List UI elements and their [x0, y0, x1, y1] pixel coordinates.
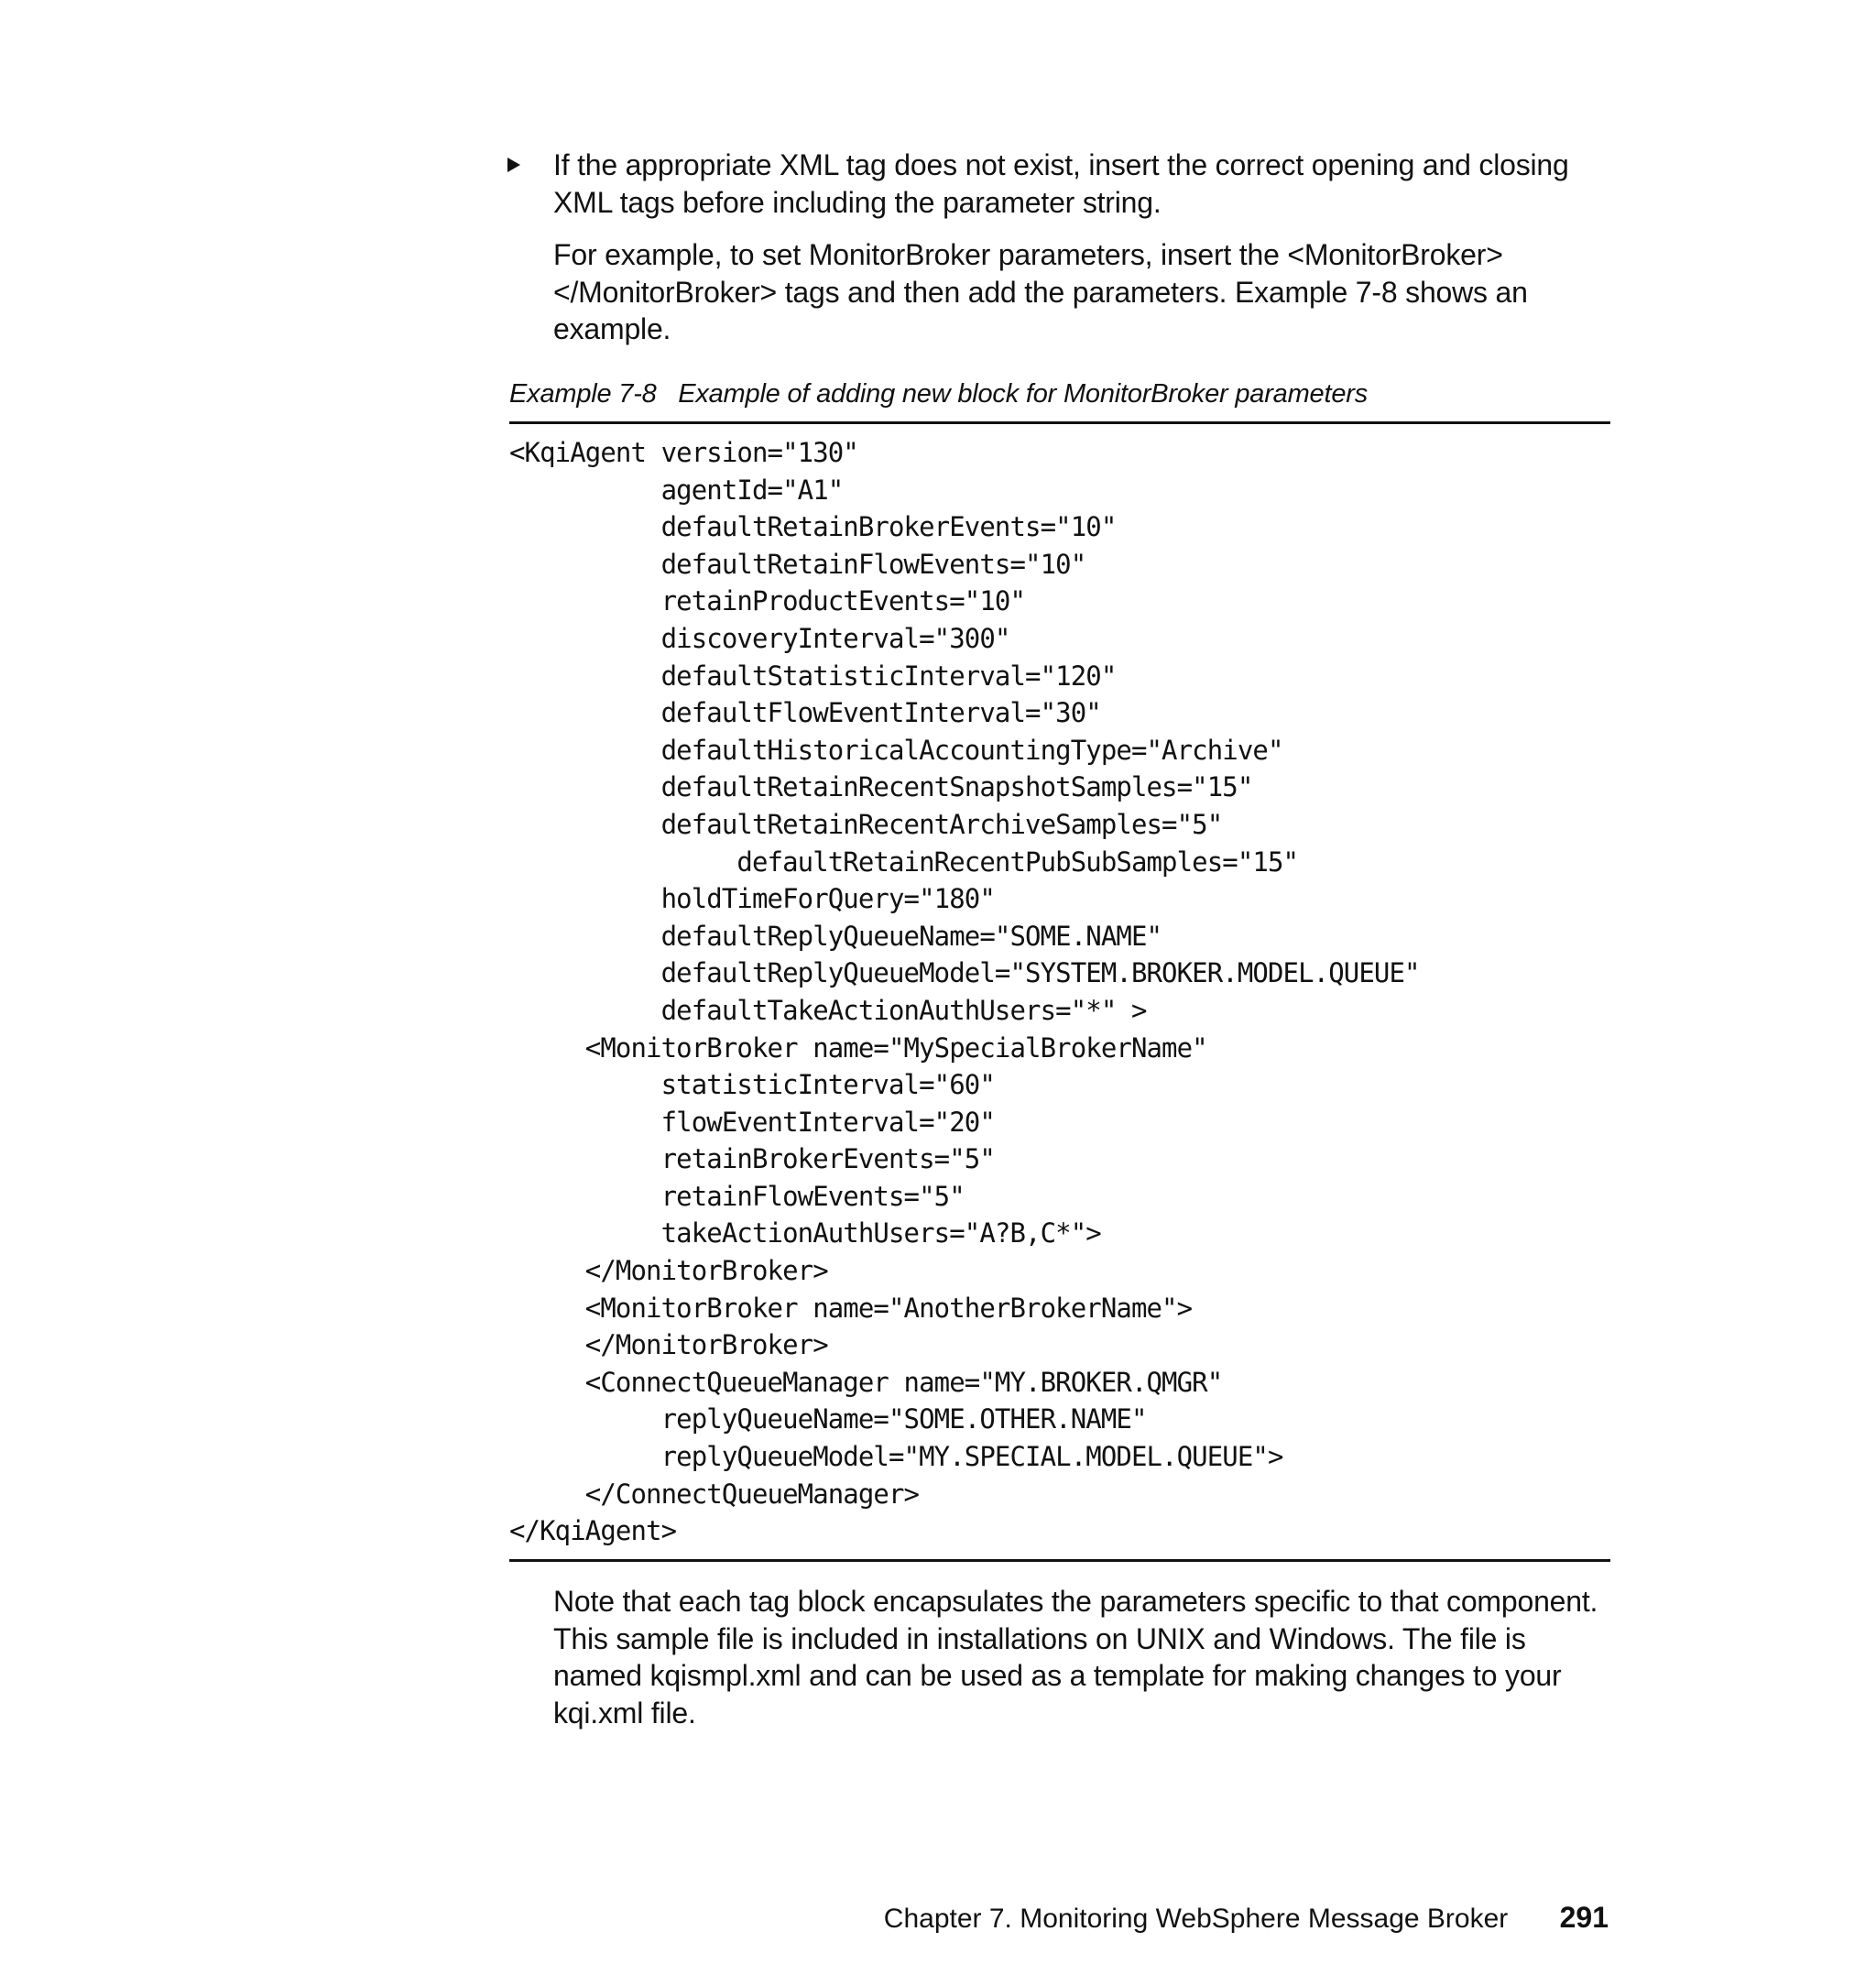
code-line: statisticInterval="60"	[509, 1069, 995, 1101]
code-line: </MonitorBroker>	[509, 1255, 828, 1287]
footer-chapter-title: Chapter 7. Monitoring WebSphere Message Broker	[883, 1904, 1509, 1934]
code-line: agentId="A1"	[509, 474, 844, 506]
code-line: retainFlowEvents="5"	[509, 1180, 965, 1212]
code-line: </MonitorBroker>	[509, 1329, 828, 1361]
bullet-text: If the appropriate XML tag does not exist, insert the correct opening and closing XML tags before including the parameter string.	[553, 148, 1569, 219]
code-line: flowEventInterval="20"	[509, 1106, 995, 1138]
code-bottom-rule	[509, 1559, 1610, 1562]
code-line: <ConnectQueueManager name="MY.BROKER.QMGR"	[509, 1366, 1223, 1398]
code-block	[509, 434, 1420, 1550]
code-line: defaultTakeActionAuthUsers="*" >	[509, 994, 1147, 1026]
code-line: defaultHistoricalAccountingType="Archive"	[509, 734, 1283, 766]
example-label: Example 7-8	[509, 379, 657, 409]
code-line: <KqiAgent version="130"	[509, 437, 858, 468]
code-line: defaultReplyQueueName="SOME.NAME"	[509, 920, 1162, 952]
code-line: holdTimeForQuery="180"	[509, 883, 995, 915]
page-footer	[884, 1901, 1609, 1935]
code-line: discoveryInterval="300"	[509, 622, 1010, 654]
example-caption	[509, 379, 1368, 409]
code-line: defaultRetainRecentArchiveSamples="5"	[509, 808, 1223, 840]
code-line: replyQueueName="SOME.OTHER.NAME"	[509, 1403, 1147, 1435]
example-intro-paragraph: For example, to set MonitorBroker parameters, insert the <MonitorBroker></MonitorBroker> tags and then add the parameters. Example 7-8 shows an example.	[553, 238, 1528, 345]
code-top-rule	[509, 421, 1610, 424]
code-line: <MonitorBroker name="AnotherBrokerName">	[509, 1292, 1193, 1324]
code-line: defaultRetainRecentSnapshotSamples="15"	[509, 771, 1253, 803]
code-line: retainBrokerEvents="5"	[509, 1143, 995, 1175]
code-line: retainProductEvents="10"	[509, 585, 1026, 617]
code-line: defaultStatisticInterval="120"	[509, 660, 1117, 692]
note-paragraph: Note that each tag block encapsulates the parameters specific to that component. This sample file is included in installations on UNIX and Windows. The file is named kqismpl.xml and can be used as a template for making changes to your kqi.xml file.	[553, 1585, 1598, 1730]
code-line: </KqiAgent>	[509, 1515, 677, 1547]
code-line: defaultReplyQueueModel="SYSTEM.BROKER.MODEL.QUEUE"	[509, 957, 1420, 989]
code-line: </ConnectQueueManager>	[509, 1478, 920, 1510]
code-line: <MonitorBroker name="MySpecialBrokerName"	[509, 1031, 1207, 1064]
code-line: defaultRetainRecentPubSubSamples="15"	[509, 846, 1299, 878]
page-number: 291	[1559, 1901, 1609, 1934]
code-line: takeActionAuthUsers="A?B,C*">	[509, 1217, 1101, 1249]
code-line: defaultFlowEventInterval="30"	[509, 697, 1101, 729]
code-line: defaultRetainBrokerEvents="10"	[509, 511, 1117, 543]
bullet-triangle-icon	[507, 158, 520, 172]
code-line: defaultRetainFlowEvents="10"	[509, 548, 1086, 580]
example-title: Example of adding new block for MonitorBroker parameters	[678, 379, 1369, 409]
code-line: replyQueueModel="MY.SPECIAL.MODEL.QUEUE">	[509, 1441, 1283, 1473]
